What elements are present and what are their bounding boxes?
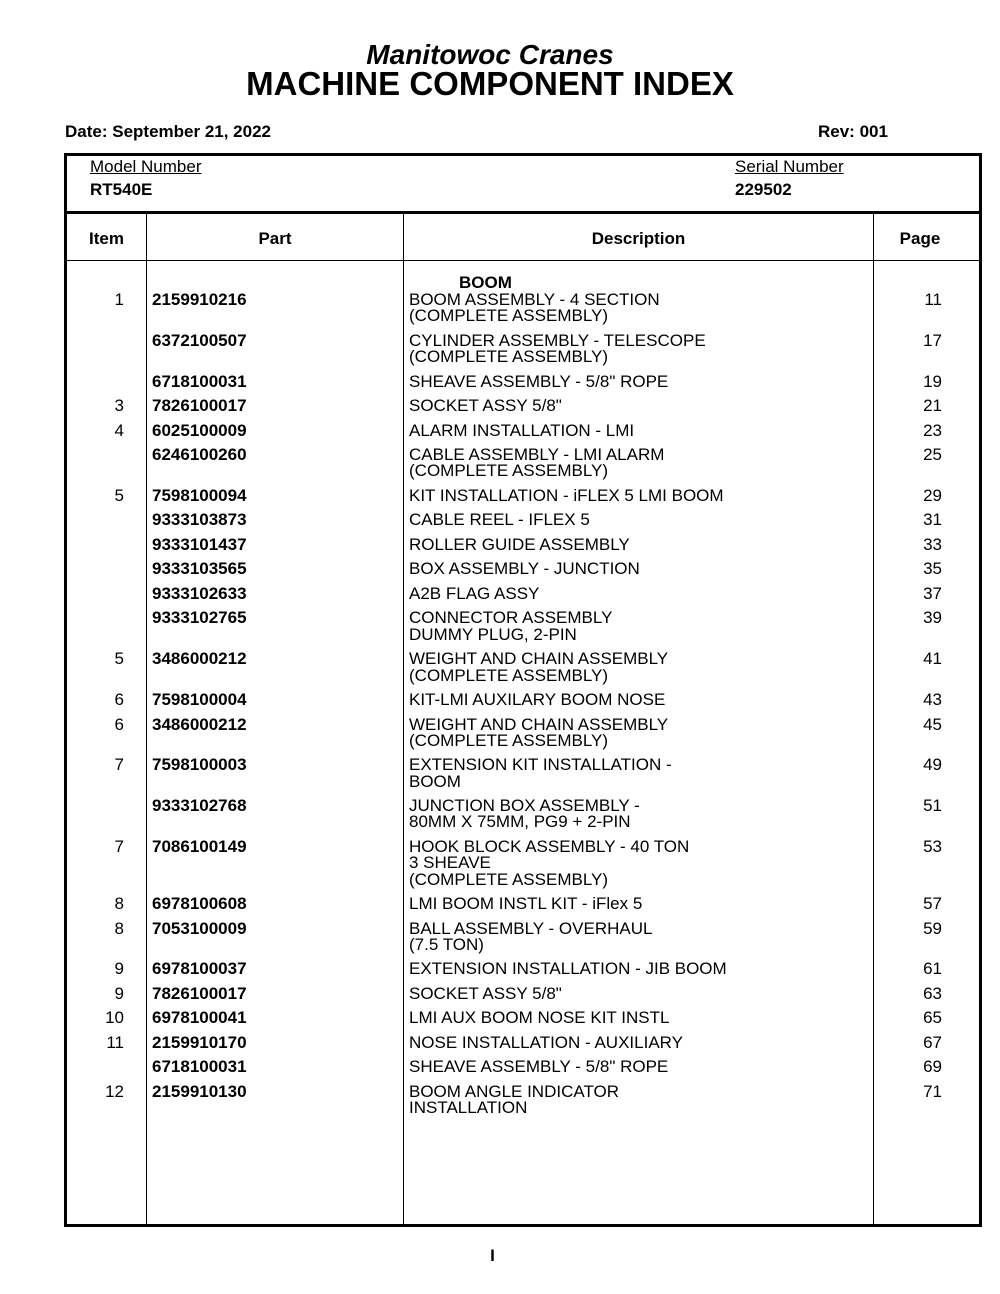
part-number: 7086100149 — [152, 836, 247, 856]
description-line: DUMMY PLUG, 2-PIN — [409, 624, 577, 644]
page-ref: 57 — [923, 894, 942, 913]
part-number: 7598100004 — [152, 690, 247, 709]
description-line: A2B FLAG ASSY — [409, 583, 540, 603]
description-line: EXTENSION KIT INSTALLATION - — [409, 755, 672, 775]
description-line: BOOM ASSEMBLY - 4 SECTION — [409, 290, 660, 309]
page-ref: 23 — [923, 420, 942, 440]
description-line: BALL ASSEMBLY - OVERHAUL — [409, 918, 653, 938]
page-ref: 71 — [923, 1081, 942, 1101]
serial-number-value: 229502 — [735, 180, 792, 199]
page-ref: 33 — [923, 534, 942, 554]
item-number: 6 — [114, 690, 124, 709]
part-number: 2159910130 — [152, 1081, 247, 1101]
page-ref: 45 — [923, 714, 942, 734]
item-number: 8 — [114, 894, 124, 913]
description-line: KIT-LMI AUXILARY BOOM NOSE — [409, 690, 666, 709]
part-number: 7826100017 — [152, 983, 247, 1003]
item-number: 5 — [114, 485, 124, 505]
part-number: 9333102768 — [152, 796, 247, 816]
page-ref: 59 — [923, 918, 942, 938]
description-line: WEIGHT AND CHAIN ASSEMBLY — [409, 649, 669, 669]
description-line: LMI BOOM INSTL KIT - iFlex 5 — [409, 894, 643, 913]
part-number: 6718100031 — [152, 371, 247, 391]
item-number: 4 — [114, 420, 124, 440]
page-ref: 11 — [924, 290, 942, 309]
description-line: KIT INSTALLATION - iFLEX 5 LMI BOOM — [409, 485, 724, 505]
description-line: (7.5 TON) — [409, 934, 484, 954]
part-number: 6978100037 — [152, 959, 247, 979]
description-line: SHEAVE ASSEMBLY - 5/8" ROPE — [409, 1057, 669, 1077]
part-number: 6246100260 — [152, 445, 247, 465]
page-ref: 49 — [923, 755, 942, 775]
description-line: (COMPLETE ASSEMBLY) — [409, 347, 609, 367]
page-ref: 25 — [923, 445, 942, 465]
description-line: WEIGHT AND CHAIN ASSEMBLY — [409, 714, 669, 734]
page-ref: 65 — [923, 1008, 942, 1028]
part-number: 9333103873 — [152, 510, 247, 530]
description-line: CABLE REEL - IFLEX 5 — [409, 510, 590, 530]
page-ref: 17 — [923, 330, 942, 350]
description-line: SHEAVE ASSEMBLY - 5/8" ROPE — [409, 371, 669, 391]
page-ref: 37 — [923, 583, 942, 603]
header-separator — [67, 260, 979, 261]
page-ref: 53 — [923, 836, 942, 856]
item-number: 10 — [105, 1008, 124, 1028]
description-line: EXTENSION INSTALLATION - JIB BOOM — [409, 959, 727, 979]
column-divider — [146, 213, 147, 1224]
item-number: 3 — [114, 396, 124, 416]
part-number: 9333103565 — [152, 559, 247, 579]
description-line: SOCKET ASSY 5/8" — [409, 396, 562, 416]
document-date: Date: September 21, 2022 — [65, 122, 271, 141]
description-line: (COMPLETE ASSEMBLY) — [409, 665, 609, 685]
page-ref: 67 — [923, 1032, 942, 1052]
description-line: (COMPLETE ASSEMBLY) — [409, 730, 609, 750]
part-number: 6978100608 — [152, 894, 247, 913]
item-number: 8 — [114, 918, 124, 938]
column-header-item: Item — [89, 229, 124, 248]
item-number: 1 — [114, 290, 124, 309]
part-number: 2159910216 — [152, 290, 247, 309]
section-heading: BOOM — [459, 273, 512, 292]
description-line: BOOM — [409, 771, 461, 791]
item-number: 9 — [114, 983, 124, 1003]
description-line: BOOM ANGLE INDICATOR — [409, 1081, 620, 1101]
description-line: ROLLER GUIDE ASSEMBLY — [409, 534, 630, 554]
page-ref: 41 — [923, 649, 942, 669]
description-line: LMI AUX BOOM NOSE KIT INSTL — [409, 1008, 670, 1028]
item-number: 11 — [106, 1032, 124, 1052]
part-number: 7598100003 — [152, 755, 247, 775]
description-line: CABLE ASSEMBLY - LMI ALARM — [409, 445, 665, 465]
model-number-value: RT540E — [90, 180, 153, 199]
description-line: CONNECTOR ASSEMBLY — [409, 608, 613, 628]
part-number: 7053100009 — [152, 918, 247, 938]
page-ref: 31 — [923, 510, 942, 530]
page-ref: 39 — [923, 608, 942, 628]
column-divider — [403, 213, 404, 1224]
document-revision: Rev: 001 — [818, 122, 888, 141]
part-number: 6372100507 — [152, 330, 247, 350]
item-number: 7 — [114, 836, 124, 856]
part-number: 3486000212 — [152, 714, 247, 734]
column-divider — [873, 213, 874, 1224]
serial-number-label: Serial Number — [735, 157, 844, 176]
description-line: (COMPLETE ASSEMBLY) — [409, 461, 609, 481]
column-header-part: Part — [258, 229, 292, 248]
item-number: 7 — [114, 755, 124, 775]
description-line: NOSE INSTALLATION - AUXILIARY — [409, 1032, 683, 1052]
item-number: 9 — [114, 959, 124, 979]
description-line: INSTALLATION — [409, 1098, 528, 1118]
description-line: CYLINDER ASSEMBLY - TELESCOPE — [409, 330, 706, 350]
part-number: 6718100031 — [152, 1057, 247, 1077]
info-separator — [64, 211, 982, 214]
column-header-page: Page — [899, 229, 941, 248]
description-line: ALARM INSTALLATION - LMI — [409, 420, 635, 440]
page-ref: 29 — [923, 485, 942, 505]
part-number: 2159910170 — [152, 1032, 247, 1052]
column-header-description: Description — [591, 229, 686, 248]
part-number: 7598100094 — [152, 485, 247, 505]
item-number: 6 — [114, 714, 124, 734]
model-number-label: Model Number — [90, 157, 202, 176]
page-ref: 19 — [923, 371, 942, 391]
page-number: I — [490, 1246, 495, 1265]
document-title: MACHINE COMPONENT INDEX — [246, 65, 734, 102]
part-number: 7826100017 — [152, 396, 247, 416]
page-ref: 21 — [923, 396, 942, 416]
description-line: SOCKET ASSY 5/8" — [409, 983, 562, 1003]
description-line: (COMPLETE ASSEMBLY) — [409, 306, 609, 326]
part-number: 9333101437 — [152, 534, 247, 554]
page-ref: 69 — [923, 1057, 942, 1077]
item-number: 12 — [105, 1081, 124, 1101]
part-number: 9333102765 — [152, 608, 247, 628]
description-line: BOX ASSEMBLY - JUNCTION — [409, 559, 640, 579]
page-ref: 43 — [923, 690, 942, 709]
description-line: (COMPLETE ASSEMBLY) — [409, 869, 609, 889]
part-number: 9333102633 — [152, 583, 247, 603]
description-line: HOOK BLOCK ASSEMBLY - 40 TON — [409, 836, 690, 856]
part-number: 6978100041 — [152, 1008, 247, 1028]
description-line: 3 SHEAVE — [409, 853, 491, 873]
part-number: 6025100009 — [152, 420, 247, 440]
brand-title: Manitowoc Cranes — [366, 39, 614, 70]
description-line: JUNCTION BOX ASSEMBLY - — [409, 796, 640, 816]
item-number: 5 — [114, 649, 124, 669]
part-number: 3486000212 — [152, 649, 247, 669]
description-line: 80MM X 75MM, PG9 + 2-PIN — [409, 812, 631, 832]
page-ref: 35 — [923, 559, 942, 579]
page-ref: 61 — [923, 959, 942, 979]
page-ref: 51 — [923, 796, 942, 816]
page-ref: 63 — [923, 983, 942, 1003]
